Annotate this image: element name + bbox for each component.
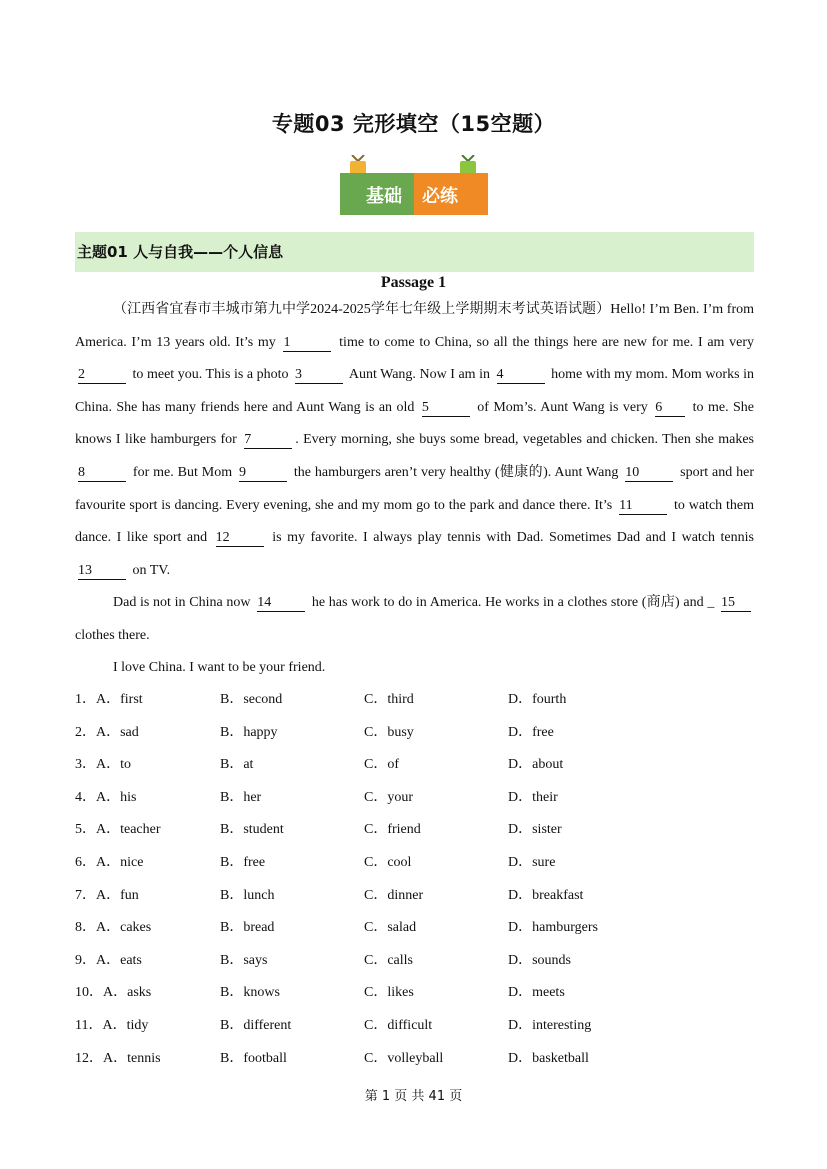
- option-b: B．student: [220, 822, 284, 838]
- text-run: of Mom’s. Aunt Wang is very: [477, 399, 648, 415]
- option-d: D．about: [508, 757, 564, 773]
- passage-paragraph-1: [75, 294, 754, 587]
- blank-3: 3: [295, 367, 343, 384]
- option-a: 6．A．nice: [75, 854, 144, 870]
- option-row: [75, 717, 754, 750]
- option-row: [75, 977, 754, 1010]
- text-run: （江西省宜春市丰城市第九中学2024-2025学年七年级上学期期末考试英语试题）Hello! I’m Ben. I’m from America. I’m 13 years old. It’s my: [75, 302, 754, 350]
- banner-left-text: 基础: [366, 186, 402, 207]
- option-a: 2．A．sad: [75, 724, 139, 740]
- blank-11: 11: [619, 498, 667, 515]
- option-b: B．different: [220, 1017, 292, 1033]
- option-b: B．happy: [220, 724, 278, 740]
- option-d: D．fourth: [508, 692, 567, 707]
- option-row: [75, 945, 754, 978]
- option-d: D．sister: [508, 822, 562, 838]
- option-d: D．their: [508, 789, 558, 805]
- option-row: [75, 880, 754, 913]
- blank-9: 9: [239, 465, 287, 482]
- blank-12: 12: [216, 530, 264, 547]
- blank-1: 1: [283, 335, 331, 352]
- option-a: 4．A．his: [75, 789, 137, 805]
- blank-2: 2: [78, 367, 126, 384]
- option-row: [75, 912, 754, 945]
- option-b: B．second: [220, 692, 283, 707]
- options-list: [75, 684, 754, 1075]
- option-d: D．basketball: [508, 1050, 589, 1066]
- text-run: to meet you. This is a photo: [132, 367, 289, 383]
- text-run: sport and her favourite sport is dancing. Every evening, she and my mom go to the park and dance there. It’s: [75, 464, 755, 513]
- text-run: Dad is not in China now: [113, 595, 251, 610]
- clip-left-icon: [350, 155, 366, 175]
- page-title: 专题03 完形填空（15空题）: [271, 112, 556, 136]
- text-run: home with my mom. Mom works in China. She has many friends here and Aunt Wang is an old: [75, 367, 754, 415]
- option-a: 10．A．asks: [75, 985, 152, 1001]
- option-row: [75, 782, 754, 815]
- text-run: time to come to China, so all the things here are new for me. I am very: [339, 334, 755, 350]
- blank-13: 13: [78, 563, 126, 580]
- option-d: D．sounds: [508, 952, 572, 968]
- option-row: [75, 1010, 754, 1043]
- option-a: 9．A．eats: [75, 952, 142, 968]
- text-run: for me. But Mom: [132, 464, 233, 480]
- option-c: C．volleyball: [364, 1050, 444, 1066]
- text-run: to watch them dance. I like sport and: [75, 497, 755, 546]
- passage-title: Passage 1: [380, 274, 447, 291]
- text-run: Aunt Wang. Now I am in: [348, 367, 490, 383]
- topic-heading: 主题01 人与自我——个人信息: [75, 232, 754, 272]
- option-c: C．calls: [364, 952, 413, 968]
- banner-right-text: 必练: [422, 186, 458, 207]
- option-b: B．knows: [220, 985, 280, 1001]
- text-run: is my favorite. I always play tennis with Dad. Sometimes Dad and I watch tennis: [272, 530, 754, 546]
- text-run: . Every morning, she buys some bread, vegetables and chicken. Then she makes: [295, 432, 755, 448]
- option-d: D．meets: [508, 985, 565, 1001]
- option-a: 8．A．cakes: [75, 920, 152, 936]
- option-c: C．busy: [364, 724, 414, 740]
- option-a: 7．A．fun: [75, 887, 139, 903]
- option-b: B．bread: [220, 920, 275, 936]
- passage-paragraph-2: [75, 587, 754, 652]
- option-c: C．your: [364, 789, 413, 805]
- page-footer: 第 1 页 共 41 页: [364, 1089, 463, 1104]
- option-a: 5．A．teacher: [75, 822, 161, 838]
- blank-6: 6: [655, 400, 685, 417]
- option-b: B．says: [220, 952, 268, 968]
- blank-15: 15: [721, 595, 751, 612]
- option-row: [75, 847, 754, 880]
- option-d: D．interesting: [508, 1017, 592, 1033]
- option-row: [75, 1043, 754, 1076]
- text-run: the hamburgers aren’t very healthy (健康的). Aunt Wang: [293, 464, 619, 480]
- option-d: D．sure: [508, 854, 556, 870]
- option-c: C．likes: [364, 985, 414, 1001]
- clip-right-icon: [460, 155, 476, 175]
- option-c: C．third: [364, 692, 414, 707]
- option-a: 12．A．tennis: [75, 1050, 161, 1066]
- blank-7: 7: [244, 432, 292, 449]
- text-run: on TV.: [132, 562, 171, 578]
- option-b: B．her: [220, 789, 262, 805]
- text-run: clothes there.: [75, 627, 150, 643]
- banner-jichu-bilian: [340, 155, 488, 215]
- option-row: [75, 814, 754, 847]
- option-d: D．free: [508, 724, 554, 740]
- option-a: 1．A．first: [75, 692, 143, 707]
- option-row: [75, 749, 754, 782]
- blank-10: 10: [625, 465, 673, 482]
- option-c: C．friend: [364, 822, 421, 838]
- option-c: C．of: [364, 757, 399, 773]
- option-d: D．hamburgers: [508, 920, 598, 936]
- option-b: B．at: [220, 757, 254, 773]
- option-c: C．difficult: [364, 1017, 433, 1033]
- text-run: to me. She knows I like hamburgers for: [75, 399, 755, 448]
- option-c: C．salad: [364, 920, 417, 936]
- option-c: C．cool: [364, 854, 412, 870]
- text-run: he has work to do in America. He works in a clothes store (商店) and _: [311, 595, 715, 610]
- option-a: 3．A．to: [75, 757, 131, 773]
- option-b: B．free: [220, 854, 266, 870]
- blank-5: 5: [422, 400, 470, 417]
- blank-14: 14: [257, 595, 305, 612]
- option-d: D．breakfast: [508, 887, 584, 903]
- option-b: B．football: [220, 1050, 287, 1066]
- blank-8: 8: [78, 465, 126, 482]
- blank-4: 4: [497, 367, 545, 384]
- option-c: C．dinner: [364, 887, 424, 903]
- option-row: [75, 684, 754, 717]
- option-a: 11．A．tidy: [75, 1017, 149, 1033]
- option-b: B．lunch: [220, 887, 275, 903]
- passage-paragraph-3: I love China. I want to be your friend.: [113, 660, 326, 675]
